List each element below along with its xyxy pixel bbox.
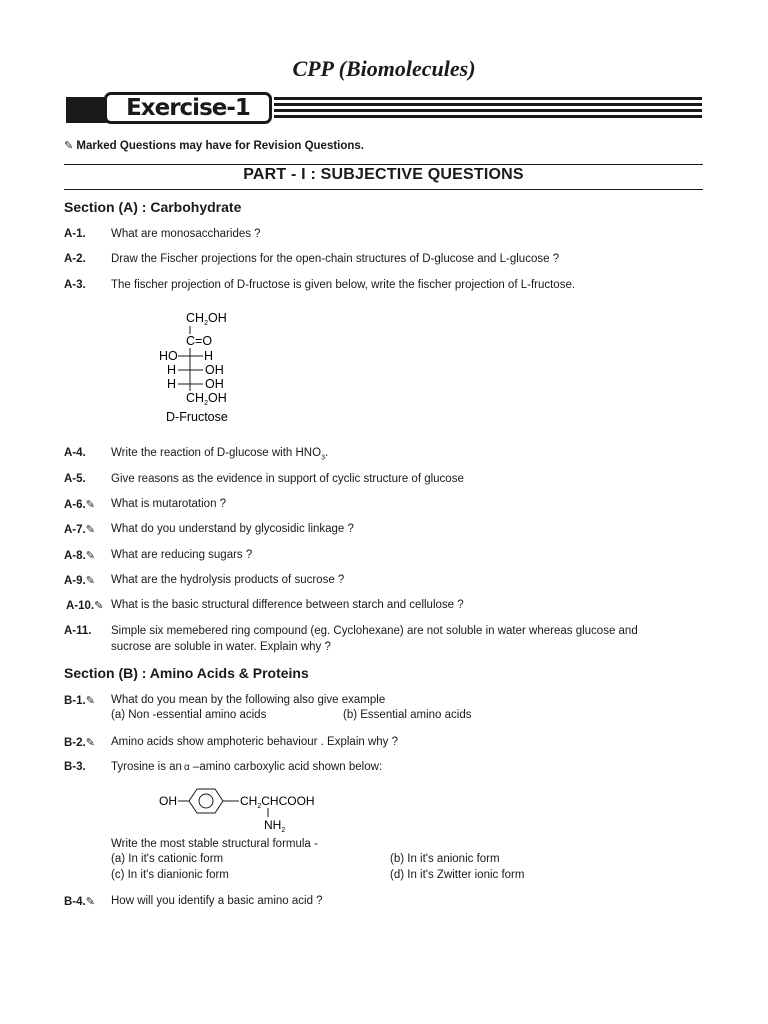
- banner-label-box: [104, 92, 272, 124]
- question-subprompt: Write the most stable structural formula -: [111, 838, 318, 850]
- question-text: Give reasons as the evidence in support of cyclic structure of glucose: [111, 473, 464, 485]
- hydroxyl-group: OH: [159, 794, 177, 808]
- section-a-heading: Section (A) : Carbohydrate: [64, 199, 242, 215]
- substituent-right: OH: [205, 377, 224, 391]
- tyrosine-structure: [155, 782, 355, 837]
- question-text: How will you identify a basic amino acid ?: [111, 895, 323, 907]
- ch2oh-top: $CH_2OH$: [186, 311, 227, 327]
- pen-nib-icon: ✎: [85, 524, 95, 536]
- revision-note: [64, 139, 364, 152]
- question-text: What do you mean by the following also give example: [111, 694, 386, 706]
- question-text: Amino acids show amphoteric behaviour . Explain why ?: [111, 736, 399, 748]
- question-number: A-1.: [64, 228, 86, 240]
- question-text: Write the reaction of D-glucose with $HNO_3$.: [111, 447, 329, 462]
- document-title: CPP (Biomolecules): [292, 56, 476, 81]
- option-text: (d) In it's Zwitter ionic form: [390, 869, 525, 881]
- pen-nib-icon: ✎: [85, 737, 95, 749]
- question-text: What are the hydrolysis products of sucrose ?: [111, 574, 345, 586]
- question-number: A-7.✎: [64, 524, 95, 536]
- option-text: (a) In it's cationic form: [111, 853, 224, 865]
- banner-stripes: [274, 97, 702, 121]
- banner-label: Exercise-1: [126, 95, 250, 121]
- question-number: A-8.✎: [64, 550, 95, 562]
- pen-nib-icon: ✎: [64, 140, 74, 152]
- banner-black-tab: [66, 97, 108, 123]
- amino-group: $NH_2$: [264, 818, 286, 834]
- question-number: A-5.: [64, 473, 86, 485]
- part-heading: PART - I : SUBJECTIVE QUESTIONS: [243, 166, 524, 183]
- option-text: (a) Non -essential amino acids: [111, 709, 267, 721]
- option-text: (b) In it's anionic form: [390, 853, 500, 865]
- fischer-caption: D-Fructose: [166, 410, 228, 424]
- d-fructose-fischer-projection: [150, 305, 270, 430]
- question-number: B-1.✎: [64, 695, 95, 707]
- substituent-right: H: [204, 349, 214, 363]
- question-number: A-10.✎: [66, 600, 104, 612]
- alpha-symbol: α: [183, 762, 190, 773]
- question-text: What are monosaccharides ?: [111, 228, 261, 240]
- pen-nib-icon: ✎: [85, 575, 95, 587]
- question-text: What do you understand by glycosidic linkage ?: [111, 523, 354, 535]
- question-number: A-3.: [64, 279, 86, 291]
- exercise-banner: [66, 92, 702, 130]
- side-chain: $CH_2CHCOOH$: [240, 794, 315, 810]
- pen-nib-icon: ✎: [94, 600, 104, 612]
- option-text: (c) In it's dianionic form: [111, 869, 229, 881]
- question-text: The fischer projection of D-fructose is given below, write the fischer projection of L-fructose.: [111, 279, 576, 291]
- question-number: A-2.: [64, 253, 86, 265]
- pen-nib-icon: ✎: [85, 550, 95, 562]
- question-text: Simple six memebered ring compound (eg. Cyclohexane) are not soluble in water whereas glucose and sucrose are soluble in water. Explain why ?: [111, 625, 638, 653]
- ch2oh-bottom: $CH_2OH$: [186, 391, 227, 407]
- question-number: A-4.: [64, 447, 86, 459]
- question-number: A-9.✎: [64, 575, 95, 587]
- question-text: Draw the Fischer projections for the open-chain structures of D-glucose and L-glucose ?: [111, 253, 560, 265]
- question-number: B-3.: [64, 761, 86, 773]
- question-number: B-2.✎: [64, 737, 95, 749]
- revision-note-text: Marked Questions may have for Revision Questions.: [76, 140, 365, 152]
- divider-bottom: [64, 189, 703, 190]
- pen-nib-icon: ✎: [85, 499, 95, 511]
- question-number: A-11.: [64, 625, 92, 637]
- pen-nib-icon: ✎: [85, 896, 95, 908]
- section-b-heading: Section (B) : Amino Acids & Proteins: [64, 665, 309, 681]
- question-number: B-4.✎: [64, 896, 95, 908]
- substituent-left: HO: [159, 349, 178, 363]
- substituent-left: H: [167, 377, 177, 391]
- substituent-left: H: [167, 363, 177, 377]
- question-number: A-6.✎: [64, 499, 95, 511]
- question-text: What is the basic structural difference between starch and cellulose ?: [111, 599, 464, 611]
- question-text: What is mutarotation ?: [111, 498, 227, 510]
- question-text: Tyrosine is an α –amino carboxylic acid shown below:: [111, 761, 383, 773]
- substituent-right: OH: [205, 363, 224, 377]
- divider-top: [64, 164, 703, 165]
- question-text: What are reducing sugars ?: [111, 549, 253, 561]
- aromatic-circle: [199, 794, 213, 808]
- option-text: (b) Essential amino acids: [343, 709, 472, 721]
- carbonyl-group: C=O: [186, 334, 213, 348]
- benzene-ring: [189, 789, 223, 813]
- pen-nib-icon: ✎: [85, 695, 95, 707]
